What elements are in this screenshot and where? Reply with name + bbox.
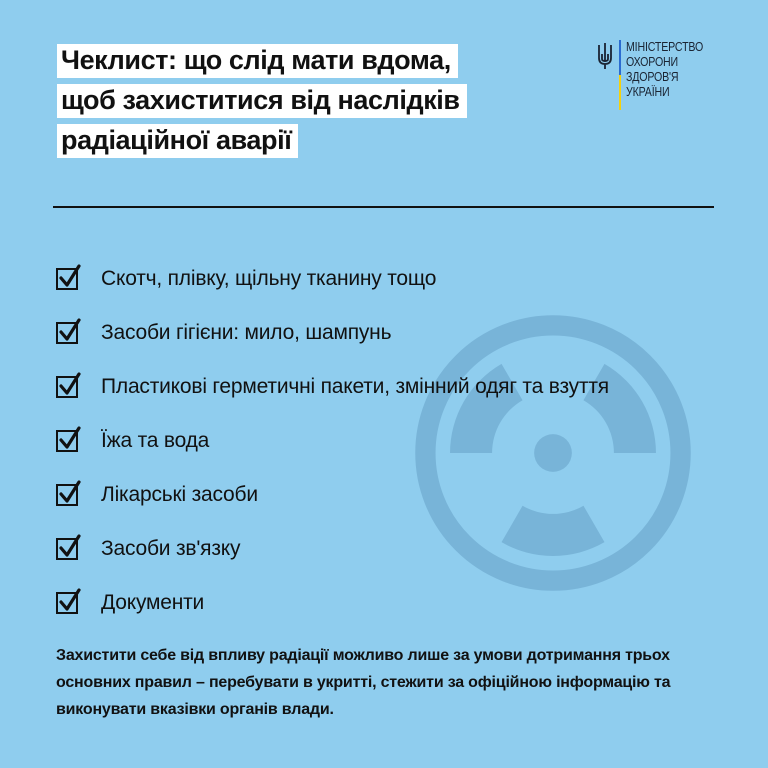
list-item-label: Документи bbox=[101, 591, 205, 614]
trident-icon bbox=[596, 42, 614, 70]
ministry-logo bbox=[596, 40, 717, 110]
list-item bbox=[56, 252, 609, 306]
logo-text: МІНІСТЕРСТВО ОХОРОНИ ЗДОРОВ'Я УКРАЇНИ bbox=[626, 40, 704, 99]
list-item bbox=[56, 360, 609, 414]
checkbox-checked-icon bbox=[56, 430, 78, 452]
list-item bbox=[56, 522, 609, 576]
list-item bbox=[56, 468, 609, 522]
footnote: Захистити себе від впливу радіації можливо лише за умови дотримання трьох основних правил – перебувати в укритті, стежити за офіційною інформацію та виконувати вказівки органів влади. bbox=[56, 647, 671, 718]
divider bbox=[53, 206, 714, 208]
logo-divider bbox=[619, 40, 621, 110]
list-item-label: Лікарські засоби bbox=[101, 483, 258, 506]
list-item bbox=[56, 414, 609, 468]
list-item-label: Засоби зв'язку bbox=[101, 537, 241, 560]
list-item bbox=[56, 306, 609, 360]
checkbox-checked-icon bbox=[56, 538, 78, 560]
checkbox-checked-icon bbox=[56, 376, 78, 398]
list-item bbox=[56, 576, 609, 630]
list-item-label: Скотч, плівку, щільну тканину тощо bbox=[101, 267, 437, 290]
checkbox-checked-icon bbox=[56, 322, 78, 344]
title-line: радіаційної аварії bbox=[57, 124, 467, 158]
page-title bbox=[57, 44, 467, 164]
checkbox-checked-icon bbox=[56, 484, 78, 506]
list-item-label: Засоби гігієни: мило, шампунь bbox=[101, 321, 392, 344]
title-line: Чеклист: що слід мати вдома, bbox=[57, 44, 467, 78]
title-line: щоб захиститися від наслідків bbox=[57, 84, 467, 118]
checkbox-checked-icon bbox=[56, 268, 78, 290]
list-item-label: Їжа та вода bbox=[101, 429, 210, 452]
list-item-label: Пластикові герметичні пакети, змінний одяг та взуття bbox=[101, 375, 609, 398]
checkbox-checked-icon bbox=[56, 592, 78, 614]
checklist bbox=[56, 252, 609, 630]
